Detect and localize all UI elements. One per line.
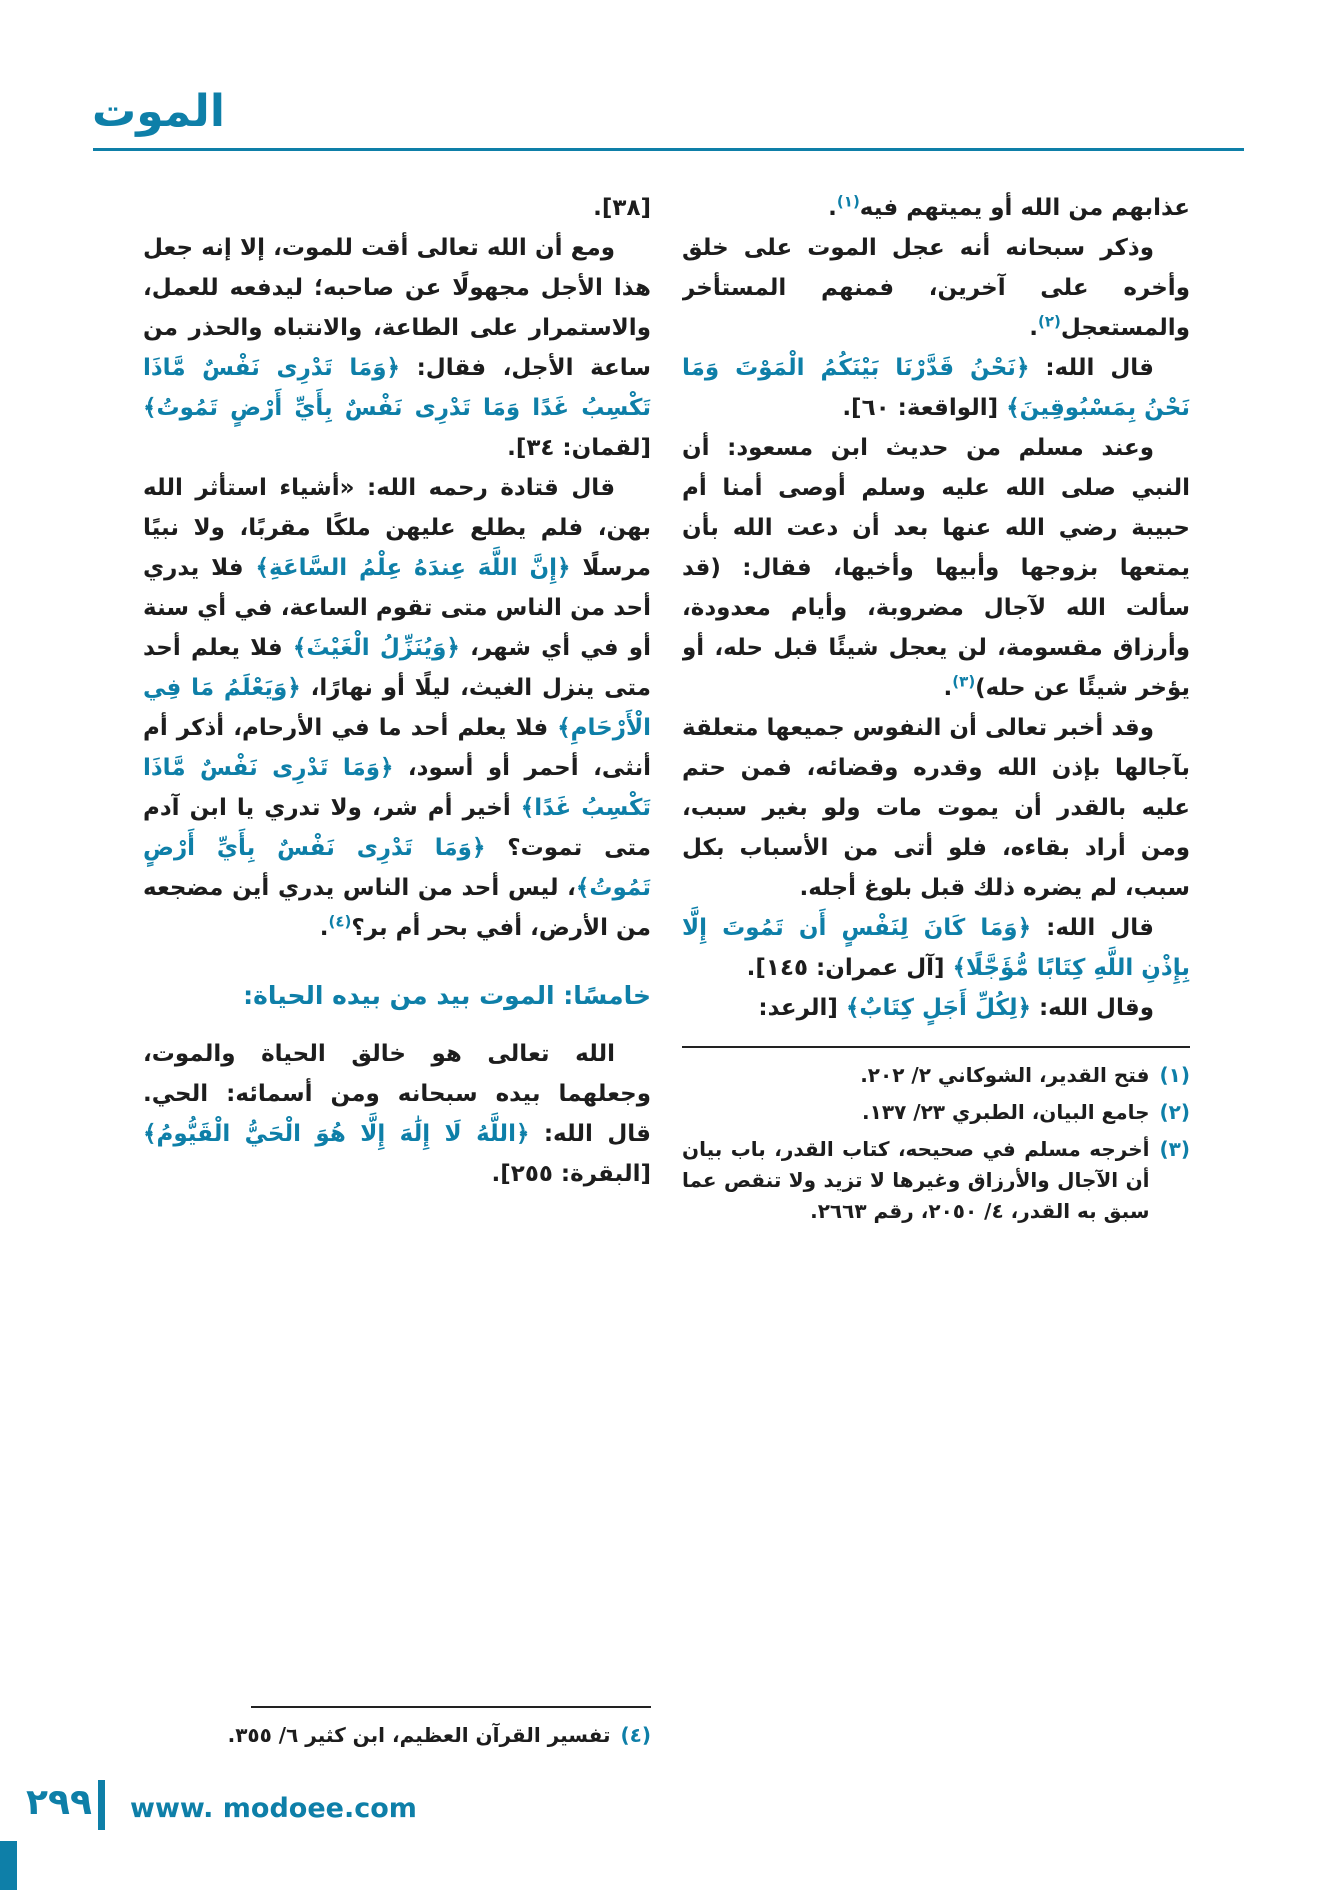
body-text: وذكر سبحانه أنه عجل الموت على خلق وأخره على آخرين، فمنهم المستأخر والمستعجل <box>682 235 1190 342</box>
body-text: ومع أن الله تعالى أقت للموت، إلا إنه جعل هذا الأجل مجهولًا عن صاحبه؛ ليدفعه للعمل، والاستمرار على الطاعة، والانتباه والحذر من ساعة الأجل، فقال: <box>143 235 651 382</box>
footnotes-left <box>143 1706 651 1757</box>
body-text: وعند مسلم من حديث ابن مسعود: أن النبي صلى الله عليه وسلم أوصى أمنا أم حبيبة رضي الله عنها بعد أن دعت الله بأن يمتعها بزوجها وأبيها وأخيها، فقال: (قد سألت الله لآجال مضروبة، وأيام معدودة، وأرزاق مقسومة، لن يعجل شيئًا قبل حله، أو يؤخر شيئًا عن حله) <box>682 435 1190 702</box>
footnote-number: (٤) <box>620 1723 651 1747</box>
paragraph <box>143 468 651 948</box>
para-continuation <box>143 188 651 228</box>
column-right <box>682 188 1190 1763</box>
quran-verse: ﴿اللَّهُ لَا إِلَٰهَ إِلَّا هُوَ الْحَيُّ الْقَيُّومُ﴾ <box>143 1120 530 1147</box>
quran-verse: ﴿وَمَا تَدْرِى نَفْسٌ بِأَيِّ أَرْضٍ تَمُوتُ﴾ <box>143 835 651 902</box>
body-text: فلا يعلم أحد متى ينزل الغيث، ليلًا أو نهارًا، <box>143 635 651 702</box>
body-text: ، ليس أحد من الناس يدري أين مضجعه من الأرض، أفي بحر أم بر؟ <box>143 875 651 942</box>
body-text: قال الله: <box>1031 915 1154 942</box>
column-left-text <box>143 188 651 1194</box>
body-text: عذابهم من الله أو يميتهم فيه <box>859 195 1190 221</box>
body-text: [الرعد: <box>758 995 846 1022</box>
footnote <box>682 1097 1190 1128</box>
quran-verse: ﴿وَمَا تَدْرِى نَفْسٌ مَّاذَا تَكْسِبُ غَدًا﴾ <box>143 755 651 822</box>
footnote-list-right <box>682 1060 1190 1227</box>
body-text: [لقمان: ٣٤]. <box>507 435 651 462</box>
paragraph <box>682 908 1190 988</box>
body-text: الله تعالى هو خالق الحياة والموت، وجعلهما بيده سبحانه ومن أسمائه: الحي. قال الله: <box>143 1040 651 1147</box>
section-heading <box>143 974 651 1018</box>
footnote-text: تفسير القرآن العظيم، ابن كثير ٦/ ٣٥٥. <box>227 1723 611 1747</box>
body-text: قال الله: <box>1029 355 1154 382</box>
paragraph <box>682 988 1190 1028</box>
body-text: . <box>828 195 837 221</box>
body-text: وقد أخبر تعالى أن النفوس جميعها متعلقة بآجالها بإذن الله وقدره وقضائه، فمن حتم عليه بالقدر أن يموت مات ولو بغير سبب، ومن أراد بقاءه، فلو أتى من الأسباب بكل سبب، لم يضره ذلك قبل بلوغ أجله. <box>682 715 1190 902</box>
header-divider-line <box>93 148 1244 151</box>
paragraph <box>682 708 1190 908</box>
quran-verse: ﴿وَمَا كَانَ لِنَفْسٍ أَن تَمُوتَ إِلَّا بِإِذْنِ اللَّهِ كِتَابًا مُّؤَجَّلًا﴾ <box>682 915 1190 982</box>
footnote-divider-left <box>251 1706 651 1708</box>
footer-divider-bar <box>98 1780 105 1830</box>
body-text: [الواقعة: ٦٠]. <box>842 395 1007 422</box>
text-columns <box>143 188 1190 1763</box>
body-text: قال قتادة رحمه الله: «أشياء استأثر الله بهن، فلم يطلع عليهن ملكًا مقربًا، ولا نبيًا مرسلًا <box>143 475 651 582</box>
body-text: . <box>943 675 953 702</box>
paragraph <box>682 228 1190 348</box>
paragraph <box>682 428 1190 708</box>
paragraph <box>143 228 651 468</box>
body-text: فلا يدري أحد من الناس متى تقوم الساعة، في أي سنة أو في أي شهر، <box>143 555 651 662</box>
body-text: خامسًا: الموت بيد من بيده الحياة: <box>243 981 651 1011</box>
footnote-text: جامع البيان، الطبري ٢٣/ ١٣٧. <box>862 1100 1150 1125</box>
page-number: ٢٩٩ <box>26 1782 92 1823</box>
footnote-marker: (٢) <box>1038 312 1061 331</box>
footnotes-right <box>682 1046 1190 1233</box>
quran-verse: ﴿إِنَّ اللَّهَ عِندَهُ عِلْمُ السَّاعَةِ﴾ <box>255 555 571 582</box>
body-text: وقال الله: <box>1030 995 1154 1022</box>
body-text: فلا يعلم أحد ما في الأرحام، أذكر أم أنثى، أحمر أو أسود، <box>143 715 651 782</box>
footnote-text: أخرجه مسلم في صحيحه، كتاب القدر، باب بيان أن الآجال والأرزاق وغيرها لا تزيد ولا تنقص عما سبق به القدر، ٤/ ٢٠٥٠، رقم ٢٦٦٣. <box>682 1137 1150 1224</box>
quran-verse: ﴿وَيُنَزِّلُ الْغَيْثَ﴾ <box>292 635 460 662</box>
column-right-text <box>682 188 1190 1028</box>
footnote-list-left <box>143 1720 651 1751</box>
column-left <box>143 188 651 1763</box>
quran-verse: ﴿لِكُلِّ أَجَلٍ كِتَابٌ﴾ <box>845 995 1031 1022</box>
footnote-divider-right <box>682 1046 1190 1048</box>
footnote <box>682 1060 1190 1091</box>
footnote-marker: (٤) <box>328 912 352 931</box>
paragraph <box>143 1034 651 1194</box>
footnote-marker: (٣) <box>952 672 976 691</box>
body-text: [البقرة: ٢٥٥]. <box>491 1160 651 1187</box>
footnote-marker: (١) <box>836 192 860 211</box>
body-text: [٣٨]. <box>593 195 651 221</box>
quran-verse: ﴿نَحْنُ قَدَّرْنَا بَيْنَكُمُ الْمَوْتَ وَمَا نَحْنُ بِمَسْبُوقِينَ﴾ <box>682 355 1190 422</box>
footnote-number: (٢) <box>1159 1100 1190 1125</box>
chapter-title: الموت <box>92 86 225 137</box>
corner-decoration <box>0 1841 17 1890</box>
quran-verse: ﴿وَمَا تَدْرِى نَفْسٌ مَّاذَا تَكْسِبُ غَدًا وَمَا تَدْرِى نَفْسٌ بِأَيِّ أَرْضٍ تَمُوتُ﴾ <box>143 355 651 422</box>
footnote-text: فتح القدير، الشوكاني ٢/ ٢٠٢. <box>860 1063 1150 1088</box>
body-text: أخير أم شر، ولا تدري يا ابن آدم متى تموت؟ <box>143 795 651 862</box>
body-text: [آل عمران: ١٤٥]. <box>746 955 953 982</box>
para-continuation <box>682 188 1190 228</box>
footnote-number: (١) <box>1159 1063 1190 1088</box>
footnote <box>143 1720 651 1751</box>
footnote-number: (٣) <box>1159 1137 1190 1162</box>
body-text: . <box>319 915 329 942</box>
footnote <box>682 1134 1190 1227</box>
paragraph <box>682 348 1190 428</box>
website-url: www. modoee.com <box>130 1793 417 1824</box>
quran-verse: ﴿وَيَعْلَمُ مَا فِي الْأَرْحَامِ﴾ <box>143 675 651 742</box>
body-text: . <box>1029 315 1038 342</box>
